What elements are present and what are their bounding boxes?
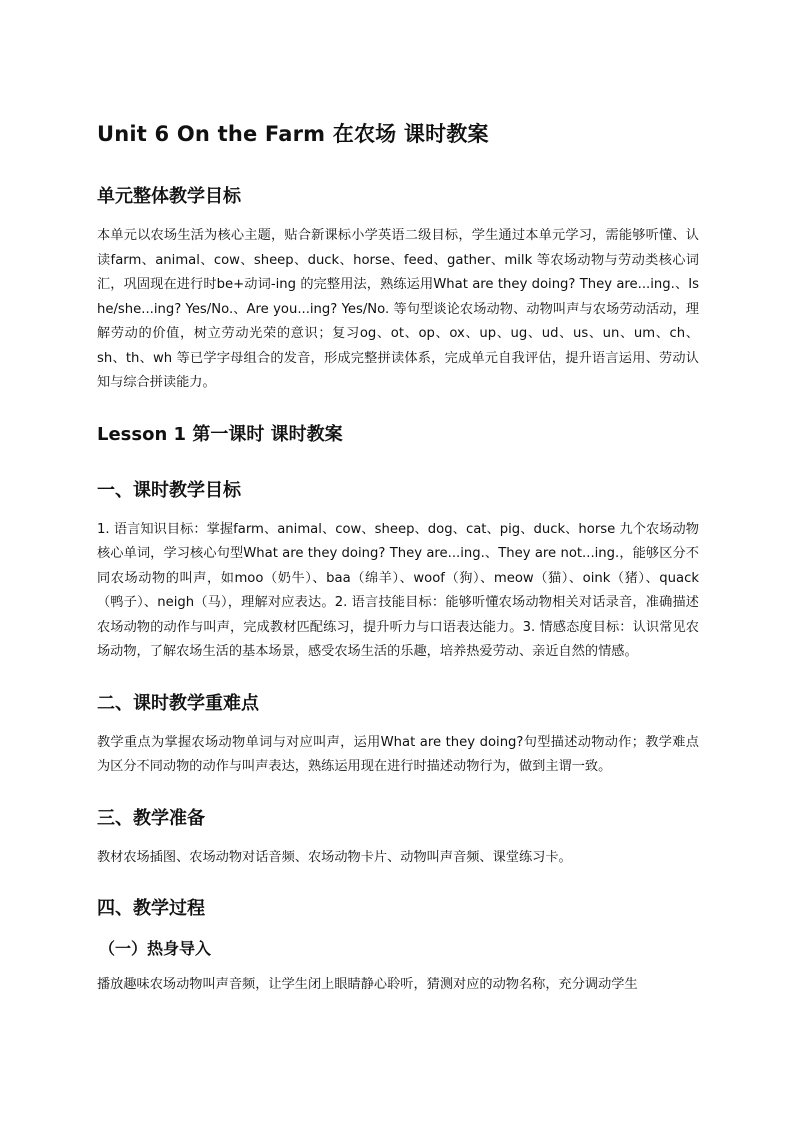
unit-goals-paragraph: 本单元以农场生活为核心主题，贴合新课标小学英语二级目标，学生通过本单元学习，需能够听懂、认读farm、animal、cow、sheep、duck、horse、feed、gather、milk 等农场动物与劳动类核心词汇，巩固现在进行时be+动词-ing 的完整用法，熟练运用What are they doing? They are...ing.、Is he/she...ing? Yes/No.、Are you...ing? Yes/No. 等句型谈论农场动物、动物叫声与农场劳动活动，理解劳动的价值，树立劳动光荣的意识；复习og、ot、op、ox、up、ug、ud、us、un、um、ch、sh、th、wh 等已学字母组合的发音，形成完整拼读体系，完成单元自我评估，提升语言运用、劳动认知与综合拼读能力。 [97, 228, 699, 390]
section-4-sub-1-heading: （一）热身导入 [99, 939, 212, 958]
document-title: Unit 6 On the Farm 在农场 课时教案 [97, 122, 489, 146]
section-2-heading: 二、课时教学重难点 [97, 692, 259, 714]
section-1-paragraph: 1. 语言知识目标：掌握farm、animal、cow、sheep、dog、cat、pig、duck、horse 九个农场动物核心单词，学习核心句型What are they doing? They are...ing.、They are not...ing.，能够区分不同农场动物的叫声，如moo（奶牛）、baa（绵羊）、woof（狗）、meow（猫）、oink（猪）、quack（鸭子）、neigh（马），理解对应表达。2. 语言技能目标：能够听懂农场动物相关对话录音，准确描述农场动物的动作与叫声，完成教材匹配练习，提升听力与口语表达能力。3. 情感态度目标：认识常见农场动物，了解农场生活的基本场景，感受农场生活的乐趣，培养热爱劳动、亲近自然的情感。 [97, 521, 699, 659]
section-4-sub-1-paragraph: 播放趣味农场动物叫声音频，让学生闭上眼睛静心聆听，猜测对应的动物名称，充分调动学生 [97, 977, 638, 992]
section-3-heading: 三、教学准备 [97, 807, 205, 829]
section-1-heading: 一、课时教学目标 [97, 479, 241, 501]
section-3-paragraph: 教材农场插图、农场动物对话音频、农场动物卡片、动物叫声音频、课堂练习卡。 [97, 849, 572, 865]
unit-goals-heading: 单元整体教学目标 [97, 186, 241, 207]
section-2-paragraph: 教学重点为掌握农场动物单词与对应叫声，运用What are they doing?句型描述动物动作；教学难点为区分不同动物的动作与叫声表达，熟练运用现在进行时描述动物行为，做到主谓一致。 [97, 734, 699, 774]
lesson-title: Lesson 1 第一课时 课时教案 [97, 423, 343, 445]
section-4-heading: 四、教学过程 [97, 898, 205, 919]
